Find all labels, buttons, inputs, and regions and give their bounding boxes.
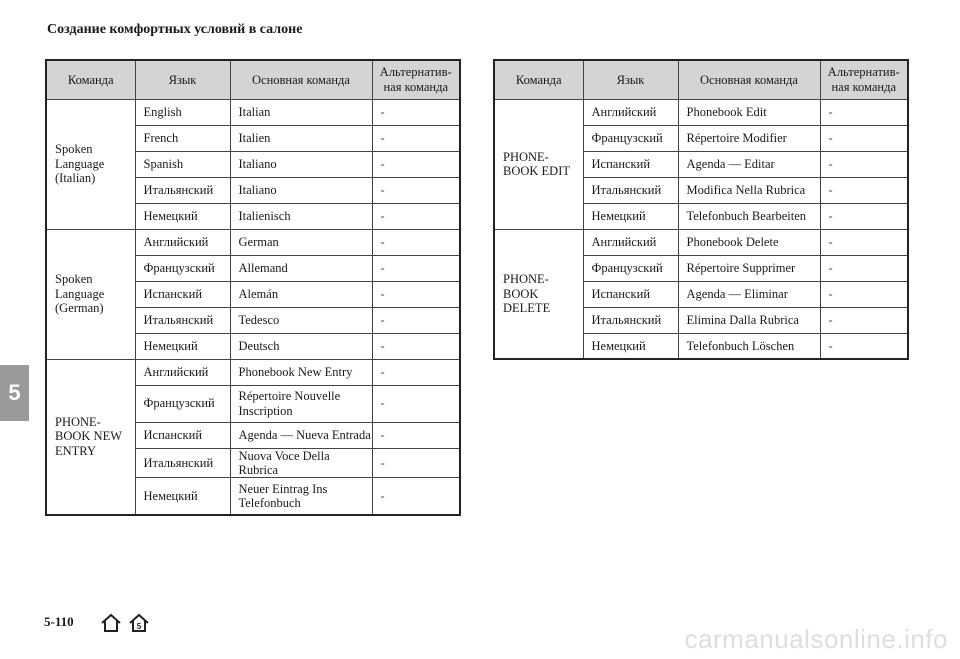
alt-command-cell: - xyxy=(372,177,460,203)
alt-command-cell: - xyxy=(372,359,460,385)
alt-command-cell: - xyxy=(372,307,460,333)
alt-command-cell: - xyxy=(372,478,460,515)
header-main-command: Основная команда xyxy=(230,60,372,99)
alt-command-cell: - xyxy=(820,229,908,255)
alt-command-cell: - xyxy=(372,151,460,177)
language-cell: Испанский xyxy=(135,422,230,448)
alt-command-cell: - xyxy=(820,125,908,151)
alt-command-cell: - xyxy=(820,151,908,177)
main-command-cell: Nuova Voce Della Rubrica xyxy=(230,448,372,478)
voice-command-table-left xyxy=(45,59,461,516)
main-command-cell: Alemán xyxy=(230,281,372,307)
main-command-cell: Agenda — Nueva Entrada xyxy=(230,422,372,448)
language-cell: Итальянский xyxy=(583,307,678,333)
nav-icons xyxy=(100,612,150,634)
alt-command-cell: - xyxy=(372,422,460,448)
header-main-command: Основная команда xyxy=(678,60,820,99)
main-command-cell: Agenda — Eliminar xyxy=(678,281,820,307)
header-command: Команда xyxy=(46,60,135,99)
language-cell: Немецкий xyxy=(135,478,230,515)
language-cell: Итальянский xyxy=(135,307,230,333)
table-row xyxy=(46,99,460,125)
header-command: Команда xyxy=(494,60,583,99)
command-cell: Spoken Language (Italian) xyxy=(46,99,135,229)
language-cell: English xyxy=(135,99,230,125)
main-command-cell: Telefonbuch Bearbeiten xyxy=(678,203,820,229)
language-cell: Spanish xyxy=(135,151,230,177)
header-language: Язык xyxy=(583,60,678,99)
header-language: Язык xyxy=(135,60,230,99)
alt-command-cell: - xyxy=(820,99,908,125)
language-cell: Итальянский xyxy=(135,448,230,478)
main-command-cell: Modifica Nella Rubrica xyxy=(678,177,820,203)
command-cell: Spoken Language (German) xyxy=(46,229,135,359)
header-alt-command: Альтернатив-ная команда xyxy=(372,60,460,99)
main-command-cell: Neuer Eintrag Ins Telefonbuch xyxy=(230,478,372,515)
main-command-cell: Italiano xyxy=(230,177,372,203)
page-number: 5-110 xyxy=(44,614,74,629)
alt-command-cell: - xyxy=(820,255,908,281)
watermark: carmanualsonline.info xyxy=(684,624,948,654)
main-command-cell: Deutsch xyxy=(230,333,372,359)
alt-command-cell: - xyxy=(372,229,460,255)
main-command-cell: Italien xyxy=(230,125,372,151)
main-command-cell: Répertoire Modifier xyxy=(678,125,820,151)
table-row xyxy=(494,99,908,125)
table-row xyxy=(494,229,908,255)
main-command-cell: Répertoire Nouvelle Inscription xyxy=(230,385,372,422)
header-alt-command: Альтернатив-ная команда xyxy=(820,60,908,99)
alt-command-cell: - xyxy=(820,281,908,307)
language-cell: Итальянский xyxy=(583,177,678,203)
alt-command-cell: - xyxy=(820,177,908,203)
main-command-cell: Italian xyxy=(230,99,372,125)
language-cell: Испанский xyxy=(135,281,230,307)
language-cell: Английский xyxy=(135,359,230,385)
alt-command-cell: - xyxy=(372,448,460,478)
svg-text:5: 5 xyxy=(136,622,142,631)
language-cell: Английский xyxy=(583,229,678,255)
language-cell: Французский xyxy=(135,385,230,422)
alt-command-cell: - xyxy=(372,125,460,151)
table-body xyxy=(494,99,908,359)
table-row xyxy=(46,229,460,255)
language-cell: Испанский xyxy=(583,151,678,177)
alt-command-cell: - xyxy=(372,333,460,359)
command-cell: PHONE-BOOK NEW ENTRY xyxy=(46,359,135,515)
language-cell: Французский xyxy=(583,255,678,281)
language-cell: Испанский xyxy=(583,281,678,307)
main-command-cell: Phonebook New Entry xyxy=(230,359,372,385)
command-cell: PHONE-BOOK EDIT xyxy=(494,99,583,229)
section-home-icon[interactable] xyxy=(128,612,150,634)
main-command-cell: Telefonbuch Löschen xyxy=(678,333,820,359)
alt-command-cell: - xyxy=(820,307,908,333)
main-command-cell: Allemand xyxy=(230,255,372,281)
table-row xyxy=(46,359,460,385)
alt-command-cell: - xyxy=(372,99,460,125)
main-command-cell: Répertoire Supprimer xyxy=(678,255,820,281)
main-command-cell: German xyxy=(230,229,372,255)
alt-command-cell: - xyxy=(372,255,460,281)
language-cell: Французский xyxy=(135,255,230,281)
chapter-tab: 5 xyxy=(0,365,29,421)
language-cell: French xyxy=(135,125,230,151)
alt-command-cell: - xyxy=(820,333,908,359)
language-cell: Немецкий xyxy=(583,333,678,359)
alt-command-cell: - xyxy=(372,385,460,422)
language-cell: Английский xyxy=(583,99,678,125)
table-header-row xyxy=(46,60,460,99)
language-cell: Немецкий xyxy=(135,203,230,229)
alt-command-cell: - xyxy=(372,281,460,307)
main-command-cell: Italiano xyxy=(230,151,372,177)
alt-command-cell: - xyxy=(372,203,460,229)
table-body xyxy=(46,99,460,515)
home-icon[interactable] xyxy=(100,612,122,634)
main-command-cell: Phonebook Edit xyxy=(678,99,820,125)
language-cell: Английский xyxy=(135,229,230,255)
main-command-cell: Italienisch xyxy=(230,203,372,229)
language-cell: Итальянский xyxy=(135,177,230,203)
command-cell: PHONE-BOOK DELETE xyxy=(494,229,583,359)
main-command-cell: Agenda — Editar xyxy=(678,151,820,177)
main-command-cell: Elimina Dalla Rubrica xyxy=(678,307,820,333)
language-cell: Французский xyxy=(583,125,678,151)
table-header-row xyxy=(494,60,908,99)
main-command-cell: Tedesco xyxy=(230,307,372,333)
alt-command-cell: - xyxy=(820,203,908,229)
voice-command-table-right xyxy=(493,59,909,360)
language-cell: Немецкий xyxy=(135,333,230,359)
section-header: Создание комфортных условий в салоне xyxy=(47,22,303,37)
main-command-cell: Phonebook Delete xyxy=(678,229,820,255)
language-cell: Немецкий xyxy=(583,203,678,229)
